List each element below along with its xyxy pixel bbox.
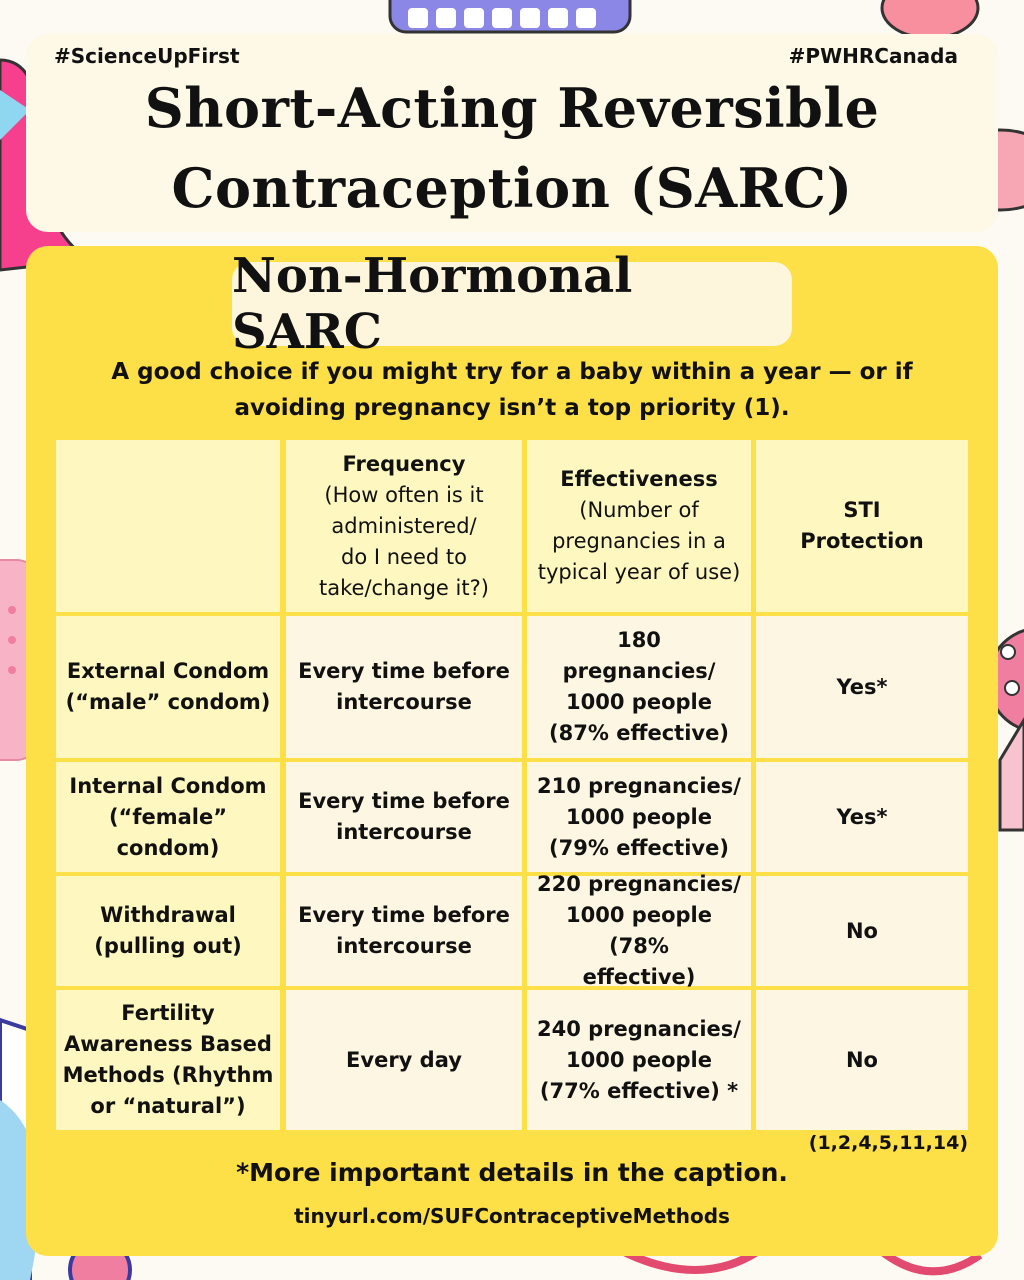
cell-line: intercourse — [336, 690, 472, 714]
cell-line: pregnancies in a — [552, 529, 726, 553]
frequency-cell — [286, 762, 522, 872]
sti-value: Yes* — [836, 674, 888, 699]
cell-line: External Condom — [66, 659, 270, 683]
cell-line: pregnancies/ — [562, 659, 716, 683]
cell-line: do I need to — [341, 544, 467, 569]
intro-line: avoiding pregnancy isn’t a top priority (1). — [234, 395, 790, 421]
cell-line: (79% effective) — [549, 835, 729, 860]
page-title-line1: Short-Acting Reversible — [144, 76, 880, 140]
hashtag-scienceupfirst: #ScienceUpFirst — [54, 44, 240, 68]
cell-line: Withdrawal — [100, 903, 236, 927]
cell-line: (Number of — [579, 498, 699, 522]
header-card — [26, 34, 998, 232]
cell-line: 240 pregnancies/ — [537, 1016, 741, 1041]
cell-line: 1000 people — [566, 1047, 712, 1072]
cell-line: Every day — [346, 1047, 462, 1072]
cell-line: take/change it?) — [319, 575, 489, 600]
cell-line: 210 pregnancies/ — [537, 773, 741, 798]
cell-line: intercourse — [336, 934, 472, 958]
header-title: STI — [843, 498, 881, 522]
cell-line: condom) — [116, 835, 220, 860]
cell-line: (pulling out) — [94, 934, 242, 958]
method-cell — [56, 990, 280, 1130]
intro-text — [86, 354, 938, 426]
cell-line: (77% effective) * — [539, 1078, 739, 1103]
effectiveness-cell — [527, 762, 751, 872]
references: (1,2,4,5,11,14) — [808, 1132, 968, 1154]
hashtag-pwhrcanada: #PWHRCanada — [788, 44, 958, 68]
sti-value: Yes* — [836, 804, 888, 829]
page-title-line2: Contraception (SARC) — [171, 156, 853, 220]
source-link[interactable]: tinyurl.com/SUFContraceptiveMethods — [294, 1204, 730, 1228]
header-cell-frequency — [286, 440, 522, 612]
intro-line: A good choice if you might try for a baby within a year — or if — [111, 359, 913, 385]
caption-note: *More important details in the caption. — [236, 1158, 788, 1187]
cell-line: or “natural”) — [90, 1094, 246, 1118]
header-cell-sti — [756, 440, 968, 612]
method-cell — [56, 616, 280, 758]
header-title: Protection — [800, 529, 924, 553]
sti-cell — [756, 762, 968, 872]
cell-line: (87% effective) — [549, 721, 729, 745]
sti-cell — [756, 990, 968, 1130]
effectiveness-cell — [527, 990, 751, 1130]
cell-line: 180 — [617, 628, 661, 652]
header-title: Effectiveness — [560, 467, 718, 491]
calendar-pack-icon — [390, 0, 630, 32]
header-cell-empty — [56, 440, 280, 612]
effectiveness-cell — [527, 616, 751, 758]
header-title: Frequency — [342, 451, 466, 476]
section-title: Non-Hormonal SARC — [232, 262, 792, 346]
sti-value: No — [845, 1047, 878, 1072]
header-cell-effectiveness — [527, 440, 751, 612]
cell-line: 1000 people — [566, 804, 712, 829]
cell-line: Fertility — [121, 1001, 215, 1025]
cell-line: 220 pregnancies/ — [537, 872, 741, 896]
cell-line: Every time before — [298, 659, 510, 683]
frequency-cell — [286, 616, 522, 758]
cell-line: Every time before — [298, 789, 510, 813]
cell-line: effective) — [582, 965, 696, 989]
cell-line: Methods (Rhythm — [62, 1063, 274, 1087]
cell-line: Every time before — [298, 903, 510, 927]
frequency-cell — [286, 876, 522, 986]
cell-line: 1000 people (78% — [566, 903, 712, 958]
sti-value: No — [845, 918, 878, 943]
cell-line: (“male” condom) — [65, 690, 271, 714]
method-cell — [56, 876, 280, 986]
effectiveness-cell — [527, 872, 751, 989]
cell-line: (How often is it — [324, 482, 484, 507]
cell-line: administered/ — [331, 513, 477, 538]
non-hormonal-panel — [26, 246, 998, 1256]
cell-line: Internal Condom — [69, 773, 267, 798]
frequency-cell — [286, 990, 522, 1130]
cell-line: typical year of use) — [537, 560, 741, 584]
cell-line: (“female” — [108, 804, 228, 829]
cell-line: 1000 people — [566, 690, 712, 714]
cell-line: Awareness Based — [64, 1032, 272, 1056]
cell-line: intercourse — [336, 820, 472, 844]
sti-cell — [756, 616, 968, 758]
method-cell — [56, 762, 280, 872]
sti-cell — [756, 876, 968, 986]
